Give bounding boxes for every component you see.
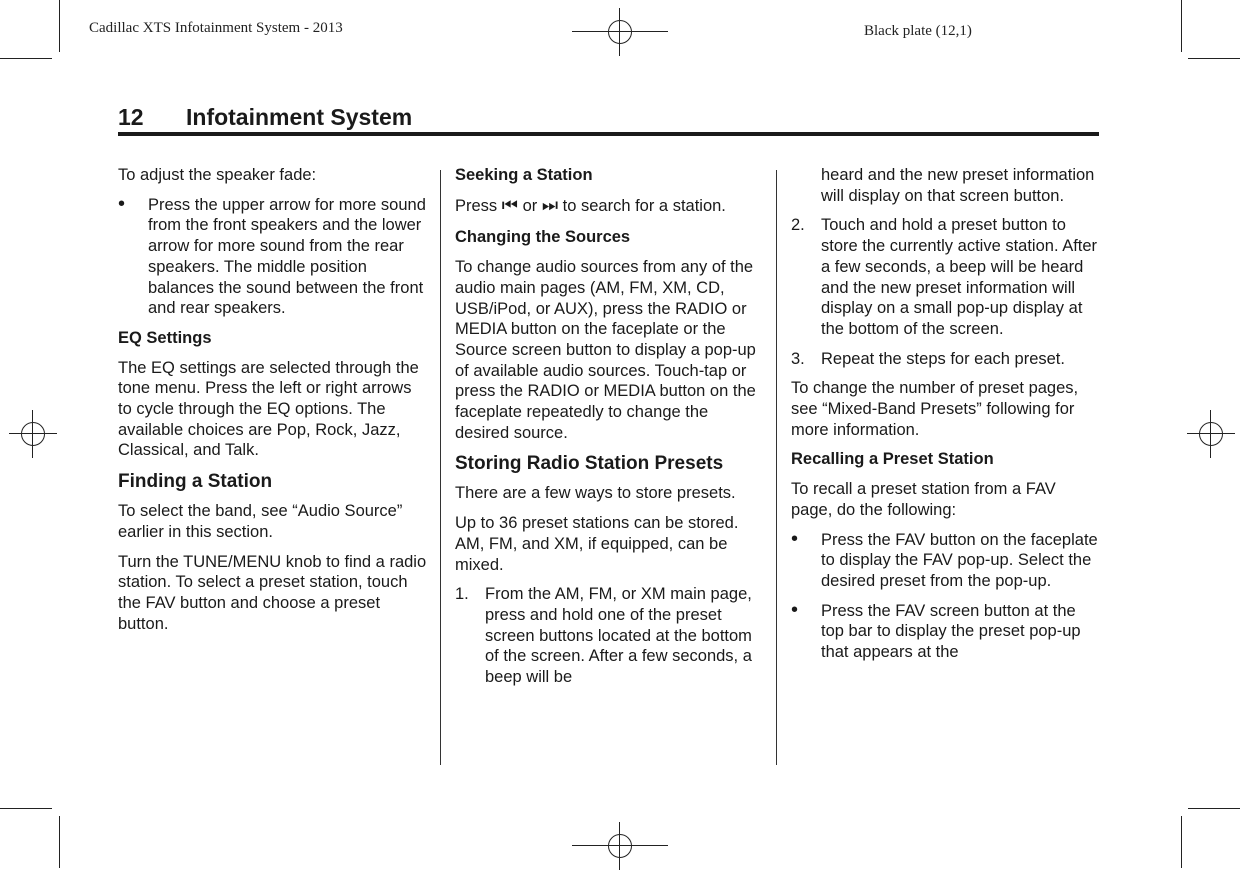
list-item bbox=[791, 349, 1101, 370]
bullet-list bbox=[118, 195, 428, 319]
numbered-list bbox=[455, 584, 761, 688]
bullet-list bbox=[791, 530, 1101, 663]
seek-back-icon: ⏮ bbox=[501, 194, 518, 215]
crop-mark bbox=[0, 58, 52, 59]
paragraph: Up to 36 preset stations can be stored. AM, FM, and XM, if equipped, can be mixed. bbox=[455, 514, 739, 574]
paragraph: To recall a preset station from a FAV page, do the following: bbox=[791, 480, 1056, 519]
text-fragment: Press bbox=[455, 196, 498, 215]
paragraph: The EQ settings are selected through the tone menu. Press the left or right arrows to cycle through the EQ options. The available choices are Pop, Rock, Jazz, Classical, and Talk. bbox=[118, 358, 419, 460]
section-heading: Changing the Sources bbox=[455, 228, 631, 247]
section-title: Storing Radio Station Presets bbox=[455, 453, 724, 475]
plate-info-left: Cadillac XTS Infotainment System - 2013 bbox=[89, 20, 343, 36]
section-heading: EQ Settings bbox=[118, 328, 212, 347]
crop-mark bbox=[1188, 58, 1240, 59]
step-number: 1. bbox=[455, 585, 469, 604]
section-heading: Recalling a Preset Station bbox=[791, 450, 994, 469]
crop-mark bbox=[1188, 808, 1240, 809]
list-item: • Press the upper arrow for more sound from the front speakers and the lower arrow for more sound from the rear speakers. The middle position balances the sound between the front and rear speakers. bbox=[118, 195, 428, 319]
column-3 bbox=[791, 165, 1101, 672]
column-1 bbox=[118, 165, 428, 643]
list-item: • Press the FAV button on the faceplate to display the FAV pop-up. Select the desired preset from the pop-up. bbox=[791, 530, 1101, 592]
section-heading: Seeking a Station bbox=[455, 166, 593, 184]
numbered-list bbox=[791, 215, 1101, 369]
column-divider bbox=[776, 170, 777, 765]
header-rule bbox=[118, 132, 1099, 136]
paragraph: To change audio sources from any of the audio main pages (AM, FM, XM, CD, USB/iPod, or AUX), press the RADIO or MEDIA button on the faceplate or the Source screen button to display a pop-up of available audio sources. Touch-tap or press the RADIO or MEDIA button on the faceplate repeatedly to change the desired source. bbox=[455, 258, 756, 442]
paragraph: There are a few ways to store presets. bbox=[455, 484, 736, 503]
section-title: Finding a Station bbox=[118, 471, 273, 493]
list-item: • Press the FAV screen button at the top bar to display the preset pop-up that appears at the bbox=[791, 601, 1101, 663]
page-header bbox=[118, 104, 412, 131]
seek-forward-icon: ⏭ bbox=[541, 194, 559, 215]
list-item bbox=[455, 584, 761, 688]
paragraph: heard and the new preset information will display on that screen button. bbox=[821, 166, 1095, 205]
plate-info-right: Black plate (12,1) bbox=[864, 23, 972, 39]
registration-mark-left bbox=[9, 410, 57, 458]
paragraph: To select the band, see “Audio Source” earlier in this section. bbox=[118, 502, 403, 541]
step-number: 3. bbox=[791, 349, 805, 368]
paragraph: To change the number of preset pages, see “Mixed-Band Presets” following for more information. bbox=[791, 379, 1079, 439]
crop-mark bbox=[1181, 0, 1182, 52]
paragraph: Turn the TUNE/MENU knob to find a radio station. To select a preset station, touch the FAV button and choose a preset button. bbox=[118, 552, 427, 633]
step-number: 2. bbox=[791, 216, 805, 235]
registration-mark-right bbox=[1187, 410, 1235, 458]
step-text: Repeat the steps for each preset. bbox=[821, 349, 1065, 368]
crop-mark bbox=[0, 808, 52, 809]
text-fragment: to search for a station. bbox=[562, 196, 726, 215]
text-fragment: or bbox=[522, 196, 538, 215]
column-2 bbox=[455, 165, 761, 697]
crop-mark bbox=[59, 816, 60, 868]
page-title: Infotainment System bbox=[186, 104, 413, 130]
paragraph: To adjust the speaker fade: bbox=[118, 166, 317, 184]
registration-mark-bottom bbox=[572, 822, 668, 870]
step-text: From the AM, FM, or XM main page, press and hold one of the preset screen buttons located at the bottom of the screen. After a few seconds, a beep will be bbox=[485, 585, 752, 687]
crop-mark bbox=[1181, 816, 1182, 868]
paragraph bbox=[455, 195, 761, 217]
crop-mark bbox=[59, 0, 60, 52]
page-number: 12 bbox=[118, 104, 144, 130]
step-text: Touch and hold a preset button to store the currently active station. After a few seconds, a beep will be heard and the new preset information will display on a small pop-up display at the bottom of the screen. bbox=[821, 216, 1098, 338]
column-divider bbox=[440, 170, 441, 765]
list-item bbox=[791, 215, 1101, 339]
registration-mark-top bbox=[572, 8, 668, 56]
